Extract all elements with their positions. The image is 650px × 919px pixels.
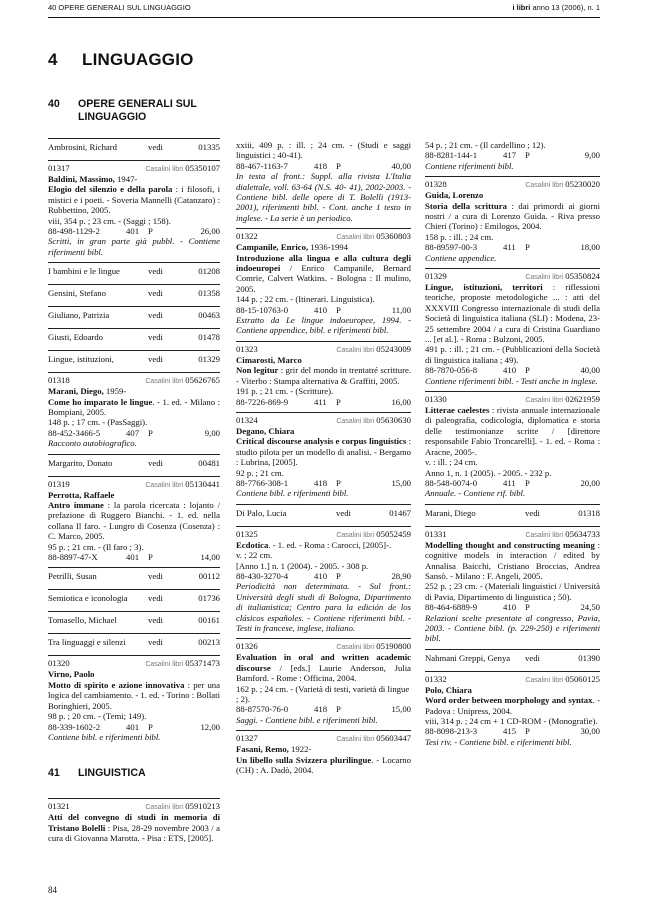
entry-01319: 01319 Casalini libri 05130441 Perrotta, Raffaele Antro immane : la parola ricercata : lojanto / prefazione di Ruggero Bianchi. - 1. ed. nella collana Il faro. - Lungro di Cosenza (Cosenza) : C. Marco, 2005. 95 p. ; 21 cm. - (Il faro ; 3). 88-8897-47-X 401 P 14,00	[48, 476, 220, 568]
column-3	[425, 140, 600, 752]
header-right	[512, 3, 600, 12]
entry-01331: 01331 Casalini libri 05634733 Modelling thought and constructing meaning : cognitive models in interaction / edited by Annalisa Baicchi, Cristiano Broccias, Andrea Sansò. - Milano : F. Angeli, 2005. 252 p. ; 23 cm. - (Materiali linguistici / Università di Pavia, Dipartimento di linguistica ; 50). 88-464-6889-9 410 P 24,50 Relazioni scelte presentate al congresso, Pavia, 2003. - Contiene bibl. (p. 229-250) e riferimenti bibl.	[425, 526, 600, 649]
cross-reference: Giusti, Edoardo vedi 01478	[48, 328, 220, 350]
entry-01328: 01328 Casalini libri 05230020 Guida, Lorenzo Storia della scrittura : dai primordi ai giorni nostri / a cura di Lorenzo Guida. - Riva presso Chieri (Torino) : Emilogos, 2004. 158 p. : ill. ; 24 cm. 88-89597-00-3 411 P 18,00 Contiene appendice.	[425, 176, 600, 268]
subsection-number: 41	[48, 767, 60, 780]
subsection-heading-41	[48, 767, 220, 780]
entry-01321: 01321 Casalini libri 05910213 Atti del convegno di studi in memoria di Tristano Bolelli : Pisa, 28-29 novembre 2003 / a cura di Giovanna Marotta. - Pisa : ETS, [2005].	[48, 798, 220, 848]
entry-01321-continued: xxiii, 409 p. : ill. ; 24 cm. - (Studi e saggi linguistici ; 40-41). 88-467-1163-7 418 P 40,00 In testa al front.: Suppl. alla rivista L'Italia dialettale, voll. 63-64 (N.S. 40- 41), 2002-2003. - Contiene bibl. delle opere di T. Bolelli (1913-2001), riferimenti bibl. - Cont. anche 1 testo in inglese. - La serie è un periodico.	[236, 140, 411, 223]
header-issue: anno 13 (2006), n. 1	[530, 3, 600, 12]
page-number: 84	[48, 885, 57, 895]
cross-reference: Semiotica e iconologia vedi 01736	[48, 589, 220, 611]
entry-01326: 01326 Casalini libri 05190800 Evaluation in oral and written academic discourse / [eds.] Laurie Anderson, Julia Bamford. - Rome : Officina, 2004. 162 p. ; 24 cm. - (Varietà di testi, varietà di lingue ; 2). 88-87570-76-0 418 P 15,00 Saggi. - Contiene bibl. e riferimenti bibl.	[236, 638, 411, 730]
cross-reference: Tomasello, Michael vedi 00161	[48, 611, 220, 633]
column-2	[236, 140, 411, 780]
entry-01320: 01320 Casalini libri 05371473 Virno, Paolo Motto di spirito e azione innovativa : per una logica del cambiamento. - 1. ed. - Torino : Bollati Boringhieri, 2005. 98 p. ; 20 cm. - (Temi; 149). 88-339-1602-2 401 P 12,00 Contiene bibl. e riferimenti bibl.	[48, 655, 220, 747]
cross-reference: Ambrosini, Richard vedi 01335	[48, 138, 220, 160]
cross-reference: Nahmani Greppi, Genya vedi 01390	[425, 649, 600, 671]
subsection-number: 40	[48, 98, 60, 110]
subsection-title-line2: LINGUAGGIO	[78, 111, 147, 123]
header-brand: i libri	[512, 3, 531, 12]
header-left: 40 OPERE GENERALI SUL LINGUAGGIO	[48, 3, 191, 12]
cross-reference: Tra linguaggi e silenzi vedi 00213	[48, 633, 220, 655]
cross-reference: Marani, Diego vedi 01318	[425, 504, 600, 526]
subsection-title: LINGUISTICA	[78, 767, 146, 780]
entry-01327-continued: 54 p. ; 21 cm. - (Il cardellino ; 12). 88-8281-144-1 417 P 9,00 Contiene riferimenti bibl.	[425, 140, 600, 171]
cross-reference: I bambini e le lingue vedi 01208	[48, 262, 220, 284]
entry-01322: 01322 Casalini libri 05360803 Campanile, Enrico, 1936-1994 Introduzione alla lingua e alla cultura degli indoeuropei / Enrico Campanile, Bernard Comrie, Calvert Watkins. - Bologna : Il mulino, 2005. 144 p. ; 22 cm. - (Itinerari. Linguistica). 88-15-10763-0 410 P 11,00 Estratto da Le lingue indoeuropee, 1994. - Contiene appendice, bibl. e riferimenti bibl.	[236, 228, 411, 341]
entry-01332: 01332 Casalini libri 05060125 Polo, Chiara Word order between morphology and syntax. - Padova : Unipress, 2004. viii, 314 p. ; 24 cm + 1 CD-ROM - (Monografie). 88-8098-213-3 415 P 30,00 Tesi riv. - Contiene bibl. e riferimenti bibl.	[425, 671, 600, 752]
cross-reference: Di Palo, Lucia vedi 01467	[236, 504, 411, 526]
subsection-title-line1: OPERE GENERALI SUL	[78, 98, 197, 110]
subsection-heading-40	[48, 98, 220, 124]
entry-01318: 01318 Casalini libri 05626765 Marani, Diego, 1959- Come ho imparato le lingue. - 1. ed. - Milano : Bompiani, 2005. 148 p. ; 17 cm. - (PasSaggi). 88-452-3466-5 407 P 9,00 Racconto autobiografico.	[48, 372, 220, 453]
entry-01329: 01329 Casalini libri 05350824 Lingue, istituzioni, territori : riflessioni teoriche, proposte metodologiche ... : atti del XXXVIII Congresso internazionale di studi della Società di linguistica italiana (SLI) : Modena, 23-25 settembre 2004 / a cura di Cristina Guardiano ... [et al.]. - Roma : Bulzoni, 2005. 491 p. : ill. ; 21 cm. - (Pubblicazioni della Società di linguistica italiana ; 49). 88-7870-056-8 410 P 40,00 Contiene riferimenti bibl. - Testi anche in inglese.	[425, 268, 600, 391]
entry-01323: 01323 Casalini libri 05243009 Cimarosti, Marco Non legitur : grir del mondo in trentatré scritture. - Viterbo : Stampa alternativa & Graffiti, 2005. 191 p. ; 21 cm. - (Scritture). 88-7226-869-9 411 P 16,00	[236, 341, 411, 412]
cross-reference: Lingue, istituzioni, vedi 01329	[48, 350, 220, 372]
header-rule	[48, 17, 600, 18]
entry-01330: 01330 Casalini libri 02621959 Litterae caelestes : rivista annuale internazionale di paleografia, codicologia, diplomatica e storia delle testimonianze scritte / [direttore responsabile Fabio Troncarelli]. - 1. ed. - Roma : Aracne, 2005-. v. : ill. ; 24 cm. Anno 1, n. 1 (2005). - 2005. - 232 p. 88-548-0074-0 411 P 20,00 Annuale. - Contiene rif. bibl.	[425, 391, 600, 504]
cross-reference: Gensini, Stefano vedi 01358	[48, 284, 220, 306]
entry-01325: 01325 Casalini libri 05052459 Ecdotica. - 1. ed. - Roma : Carocci, [2005]-. v. ; 22 cm. [Anno 1.] n. 1 (2004). - 2005. - 308 p. 88-430-3270-4 410 P 28,90 Periodicità non determinata. - Sul front.: Università degli studi di Bologna, Dipartimento di italianistica; Centro para la edición de los clásicos españoles. - Contiene riferimenti bibl. - Testi in francese, inglese, italiano.	[236, 526, 411, 639]
entry-01317: 01317 Casalini libri 05350107 Baldini, Massimo, 1947- Elogio del silenzio e della parola : i filosofi, i mistici e i poeti. - Soveria Mannelli (Catanzaro) : Rubbettino, 2005. viii, 354 p. ; 23 cm. - (Saggi ; 158). 88-498-1129-2 401 P 26,00 Scritti, in gran parte già pubbl. - Contiene riferimenti bibl.	[48, 160, 220, 262]
entry-01327: 01327 Casalini libri 05603447 Fasani, Remo, 1922- Un libello sulla Svizzera plurilingue. - Locarno (CH) : A. Dadò, 2004.	[236, 730, 411, 780]
column-1	[48, 98, 220, 849]
cross-reference: Petrilli, Susan vedi 00112	[48, 567, 220, 589]
running-header	[48, 3, 600, 17]
section-heading	[48, 50, 194, 70]
section-title: LINGUAGGIO	[82, 50, 194, 69]
section-number: 4	[48, 50, 58, 69]
cross-reference: Margarito, Donato vedi 00481	[48, 454, 220, 476]
entry-01324: 01324 Casalini libri 05630630 Degano, Chiara Critical discourse analysis e corpus linguistics : studio pilota per un modello di analisi. - Bergamo : Lubrina, [2005]. 92 p. ; 21 cm. 88-7766-308-1 418 P 15,00 Contiene bibl. e riferimenti bibl.	[236, 412, 411, 504]
cross-reference: Giuliano, Patrizia vedi 00463	[48, 306, 220, 328]
